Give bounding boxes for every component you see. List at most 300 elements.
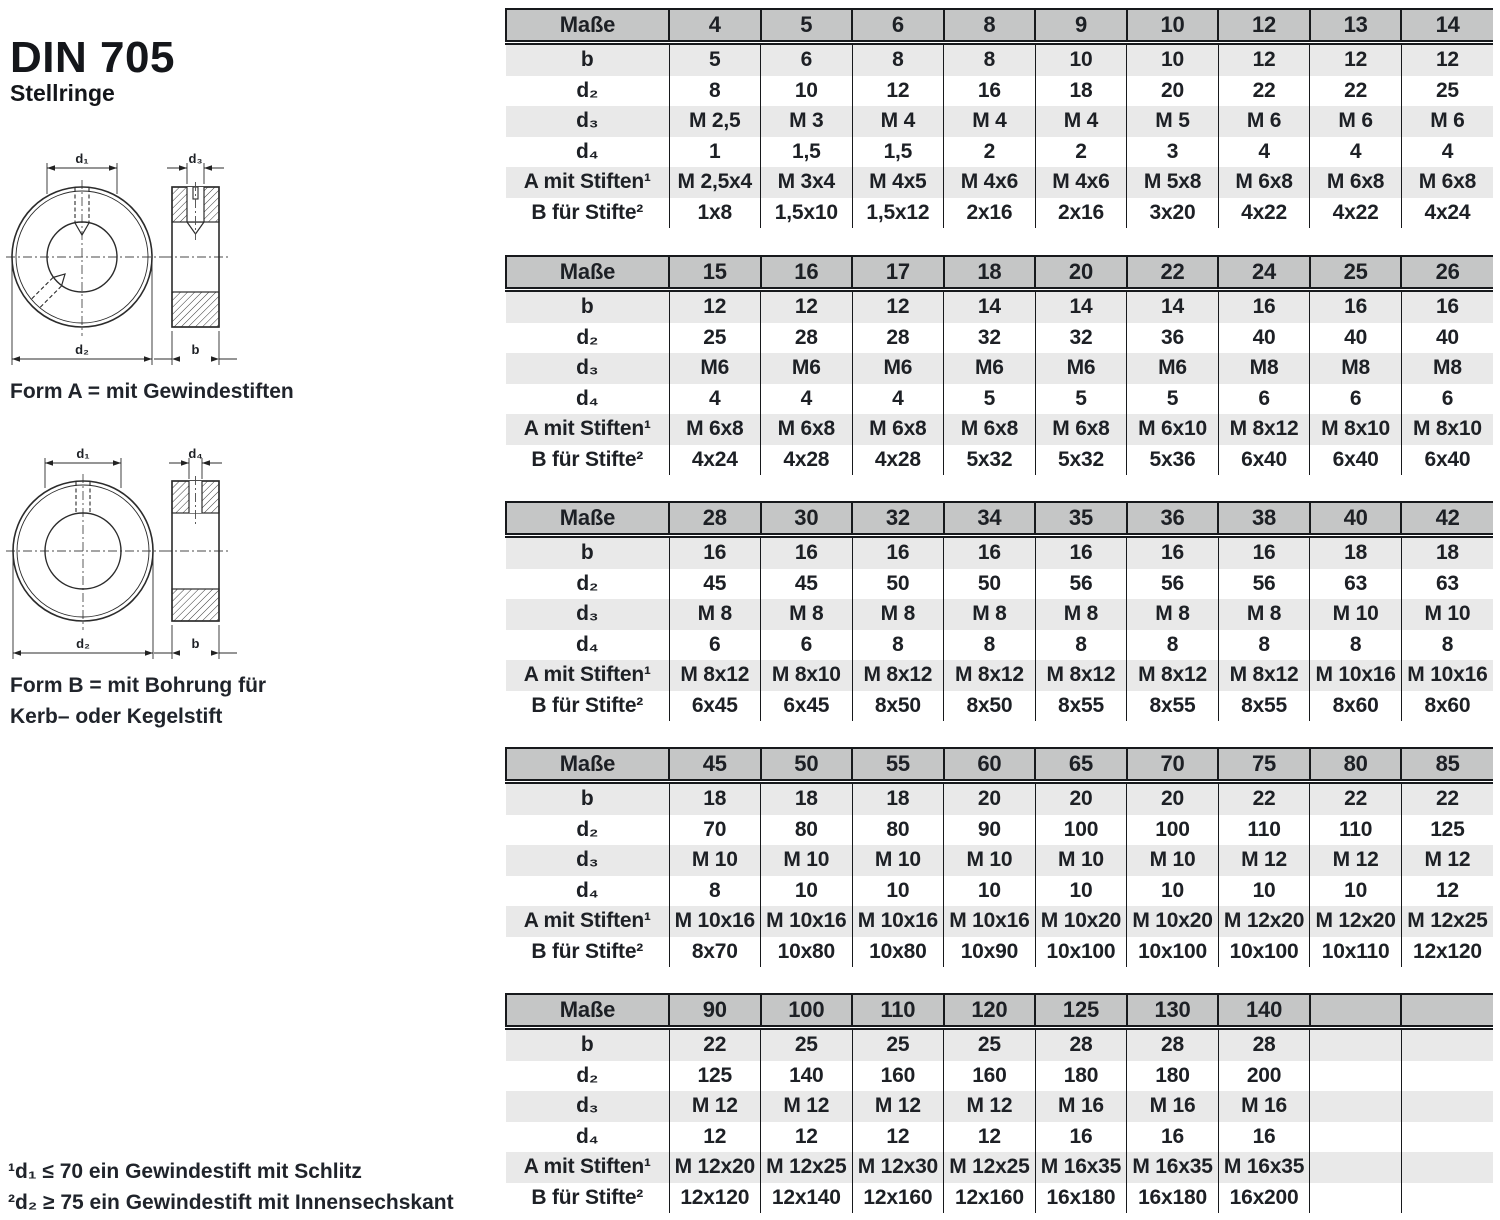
value-cell: M 8x12: [1035, 660, 1127, 691]
value-cell: 12: [1401, 876, 1493, 907]
value-cell: M8: [1401, 353, 1493, 384]
value-cell: M 8x10: [1401, 414, 1493, 445]
value-cell: 16: [944, 536, 1036, 569]
value-cell: 8: [852, 630, 944, 661]
value-cell: 10: [1218, 876, 1310, 907]
size-header-cell: 65: [1035, 748, 1127, 782]
table-row: [506, 1028, 1493, 1061]
size-header-cell: 125: [1035, 994, 1127, 1028]
value-cell: 8: [1218, 630, 1310, 661]
value-cell: 2x16: [1035, 198, 1127, 229]
d1-label: d₁: [76, 446, 90, 461]
size-header-cell: 5: [761, 9, 853, 43]
value-cell: M 12x20: [1310, 906, 1402, 937]
size-header-cell: 8: [944, 9, 1036, 43]
dimension-table-4: [505, 747, 1493, 967]
value-cell: M 8x10: [1310, 414, 1402, 445]
masse-header-cell: Maße: [506, 748, 669, 782]
value-cell: 12: [761, 1122, 853, 1153]
value-cell: [1310, 1183, 1402, 1214]
value-cell: 28: [1127, 1028, 1219, 1061]
size-header-cell: 90: [669, 994, 761, 1028]
value-cell: M 6x10: [1127, 414, 1219, 445]
value-cell: 6x45: [669, 691, 761, 722]
value-cell: 10: [944, 876, 1036, 907]
row-label-cell: B für Stifte²: [531, 939, 644, 963]
value-cell: M 16x35: [1035, 1152, 1127, 1183]
value-cell: 10x100: [1035, 937, 1127, 968]
value-cell: 4: [669, 384, 761, 415]
value-cell: M 8x12: [669, 660, 761, 691]
row-label-cell: b: [506, 43, 669, 76]
table-row: [506, 876, 1493, 907]
value-cell: 12: [944, 1122, 1036, 1153]
table-row: [506, 445, 1493, 476]
table-row: [506, 782, 1493, 815]
value-cell: 8: [669, 76, 761, 107]
size-header-cell: 36: [1127, 502, 1219, 536]
value-cell: 16: [1127, 1122, 1219, 1153]
value-cell: 70: [669, 815, 761, 846]
value-cell: 16: [944, 76, 1036, 107]
table-row: [506, 815, 1493, 846]
row-label-cell: d₄: [576, 139, 599, 163]
value-cell: M 4x5: [852, 167, 944, 198]
d3-label: d₃: [188, 151, 203, 166]
d2-label: d₂: [76, 636, 90, 651]
value-cell: 18: [669, 782, 761, 815]
value-cell: M 8: [1035, 599, 1127, 630]
value-cell: 6x40: [1310, 445, 1402, 476]
value-cell: 6x45: [761, 691, 853, 722]
row-label-cell: A mit Stiften¹: [506, 414, 669, 445]
value-cell: 6: [761, 43, 853, 76]
row-label-cell: d₃: [506, 845, 669, 876]
form-a-side-view: [154, 151, 237, 365]
value-cell: M 10x16: [1401, 660, 1493, 691]
value-cell: [1401, 1091, 1493, 1122]
value-cell: 16: [1035, 1122, 1127, 1153]
size-header-cell: 15: [669, 256, 761, 290]
value-cell: 8x55: [1035, 691, 1127, 722]
masse-header-cell: Maße: [506, 256, 669, 290]
value-cell: 10: [1310, 876, 1402, 907]
value-cell: 56: [1035, 569, 1127, 600]
row-label-cell: b: [506, 536, 669, 569]
table-row: [506, 1183, 1493, 1214]
d1-label: d₁: [75, 151, 89, 166]
value-cell: 10: [761, 76, 853, 107]
size-header-cell: 20: [1035, 256, 1127, 290]
table-row: [506, 1091, 1493, 1122]
value-cell: 36: [1127, 323, 1219, 354]
size-header-cell: 16: [761, 256, 853, 290]
value-cell: 40: [1401, 323, 1493, 354]
size-header-cell: 28: [669, 502, 761, 536]
value-cell: 10x100: [1218, 937, 1310, 968]
value-cell: M 12x20: [1218, 906, 1310, 937]
value-cell: 16: [669, 536, 761, 569]
value-cell: 16: [1035, 536, 1127, 569]
value-cell: 18: [1035, 76, 1127, 107]
page-subtitle: Stellringe: [10, 80, 115, 106]
value-cell: 110: [1218, 815, 1310, 846]
row-label-cell: b: [506, 782, 669, 815]
value-cell: 80: [761, 815, 853, 846]
value-cell: 50: [944, 569, 1036, 600]
value-cell: 32: [1035, 323, 1127, 354]
value-cell: M 8x12: [1127, 660, 1219, 691]
value-cell: 5: [1127, 384, 1219, 415]
value-cell: 12x160: [852, 1183, 944, 1214]
value-cell: 20: [1127, 76, 1219, 107]
form-b-side-view: [154, 446, 237, 659]
table-row: [506, 384, 1493, 415]
value-cell: 22: [1401, 782, 1493, 815]
value-cell: 8: [944, 43, 1036, 76]
value-cell: 5x36: [1127, 445, 1219, 476]
value-cell: 12x140: [761, 1183, 853, 1214]
value-cell: M 8: [944, 599, 1036, 630]
d4-label: d₄: [188, 446, 203, 461]
value-cell: 110: [1310, 815, 1402, 846]
row-label-cell: d₂: [576, 817, 599, 841]
value-cell: 16: [1218, 536, 1310, 569]
value-cell: 10: [1035, 876, 1127, 907]
value-cell: M 4: [1035, 106, 1127, 137]
value-cell: [1401, 1122, 1493, 1153]
value-cell: 1,5: [761, 137, 853, 168]
table-row: [506, 43, 1493, 76]
size-header-cell: 26: [1401, 256, 1493, 290]
size-header-cell: 70: [1127, 748, 1219, 782]
value-cell: 10x80: [852, 937, 944, 968]
value-cell: M 12x25: [944, 1152, 1036, 1183]
row-label-cell: d₃: [506, 106, 669, 137]
size-header-cell: 14: [1401, 9, 1493, 43]
value-cell: M 4x6: [1035, 167, 1127, 198]
value-cell: 180: [1035, 1061, 1127, 1092]
value-cell: 25: [761, 1028, 853, 1061]
size-header-cell: 34: [944, 502, 1036, 536]
value-cell: [1401, 1183, 1493, 1214]
size-header-cell: 4: [669, 9, 761, 43]
value-cell: M 10: [1035, 845, 1127, 876]
value-cell: 12: [1401, 43, 1493, 76]
value-cell: M 16: [1127, 1091, 1219, 1122]
value-cell: M 16x35: [1127, 1152, 1219, 1183]
size-header-cell: 13: [1310, 9, 1402, 43]
row-label-cell: d₃: [506, 599, 669, 630]
size-header-cell: 17: [852, 256, 944, 290]
value-cell: 8x50: [852, 691, 944, 722]
value-cell: 16x200: [1218, 1183, 1310, 1214]
value-cell: 12x120: [669, 1183, 761, 1214]
size-header-cell: 55: [852, 748, 944, 782]
value-cell: 5: [1035, 384, 1127, 415]
value-cell: 16: [1218, 1122, 1310, 1153]
size-header-cell: [1310, 994, 1402, 1028]
value-cell: M8: [1310, 353, 1402, 384]
value-cell: M 10: [1401, 599, 1493, 630]
value-cell: 12: [1218, 43, 1310, 76]
value-cell: 28: [761, 323, 853, 354]
size-header-cell: 9: [1035, 9, 1127, 43]
value-cell: 45: [669, 569, 761, 600]
value-cell: 4: [1218, 137, 1310, 168]
value-cell: M8: [1218, 353, 1310, 384]
value-cell: M 10x16: [852, 906, 944, 937]
value-cell: M 12x20: [669, 1152, 761, 1183]
value-cell: 25: [669, 323, 761, 354]
value-cell: 4x28: [761, 445, 853, 476]
value-cell: M6: [1035, 353, 1127, 384]
value-cell: 20: [1035, 782, 1127, 815]
value-cell: M6: [1127, 353, 1219, 384]
value-cell: M 10: [761, 845, 853, 876]
row-label-cell: B für Stifte²: [531, 693, 644, 717]
value-cell: 50: [852, 569, 944, 600]
value-cell: 5x32: [1035, 445, 1127, 476]
value-cell: M 8x12: [1218, 660, 1310, 691]
row-label-cell: B für Stifte²: [531, 200, 644, 224]
value-cell: 12: [1310, 43, 1402, 76]
value-cell: M 6x8: [669, 414, 761, 445]
row-label-cell: d₄: [576, 632, 599, 656]
row-label-cell: B für Stifte²: [531, 447, 644, 471]
value-cell: 14: [1035, 290, 1127, 323]
value-cell: M 5: [1127, 106, 1219, 137]
value-cell: M 4: [944, 106, 1036, 137]
value-cell: 22: [1310, 782, 1402, 815]
value-cell: M 6x8: [761, 414, 853, 445]
value-cell: 4: [1310, 137, 1402, 168]
footnotes: [8, 1156, 454, 1218]
value-cell: 16: [1218, 290, 1310, 323]
value-cell: 200: [1218, 1061, 1310, 1092]
value-cell: M 6x8: [1035, 414, 1127, 445]
size-header-cell: [1401, 994, 1493, 1028]
value-cell: M 4x6: [944, 167, 1036, 198]
value-cell: M 16: [1035, 1091, 1127, 1122]
value-cell: M 10x16: [944, 906, 1036, 937]
value-cell: 140: [761, 1061, 853, 1092]
value-cell: 16: [761, 536, 853, 569]
figure-form-a-caption: Form A = mit Gewindestiften: [10, 380, 294, 403]
value-cell: 22: [1218, 76, 1310, 107]
value-cell: 18: [1310, 536, 1402, 569]
value-cell: M 8x10: [761, 660, 853, 691]
row-label-cell: d₃: [506, 1091, 669, 1122]
value-cell: M 6x8: [852, 414, 944, 445]
value-cell: 8: [669, 876, 761, 907]
b-label: b: [191, 636, 200, 651]
value-cell: 20: [1127, 782, 1219, 815]
table-row: [506, 569, 1493, 600]
value-cell: 40: [1310, 323, 1402, 354]
table-row: [506, 1061, 1493, 1092]
value-cell: 2: [944, 137, 1036, 168]
value-cell: 32: [944, 323, 1036, 354]
value-cell: M 8x12: [944, 660, 1036, 691]
table-row: [506, 1122, 1493, 1153]
form-b-drawing: [2, 446, 252, 671]
figure-form-b: [2, 446, 252, 671]
value-cell: 56: [1127, 569, 1219, 600]
row-label-cell: A mit Stiften¹: [506, 1152, 669, 1183]
value-cell: M 12: [669, 1091, 761, 1122]
value-cell: 12: [669, 1122, 761, 1153]
row-label-cell: d₂: [576, 1063, 599, 1087]
value-cell: M 12: [1401, 845, 1493, 876]
value-cell: M 6x8: [1310, 167, 1402, 198]
row-label-cell: d₄: [576, 1124, 599, 1148]
value-cell: 25: [944, 1028, 1036, 1061]
value-cell: M 16: [1218, 1091, 1310, 1122]
value-cell: 6: [669, 630, 761, 661]
value-cell: [1310, 1152, 1402, 1183]
d2-label: d₂: [75, 342, 89, 357]
value-cell: M 8: [761, 599, 853, 630]
value-cell: M 16x35: [1218, 1152, 1310, 1183]
value-cell: 4x24: [1401, 198, 1493, 229]
value-cell: 8x55: [1127, 691, 1219, 722]
size-header-cell: 22: [1127, 256, 1219, 290]
size-header-cell: 60: [944, 748, 1036, 782]
value-cell: 80: [852, 815, 944, 846]
value-cell: M 10x16: [761, 906, 853, 937]
value-cell: 180: [1127, 1061, 1219, 1092]
value-cell: M 2,5x4: [669, 167, 761, 198]
value-cell: 1x8: [669, 198, 761, 229]
value-cell: M 10x16: [669, 906, 761, 937]
footnote-2: ²d₂ ≥ 75 ein Gewindestift mit Innensechskant: [8, 1191, 454, 1214]
value-cell: 18: [761, 782, 853, 815]
value-cell: M 8x12: [852, 660, 944, 691]
value-cell: 18: [852, 782, 944, 815]
value-cell: 28: [852, 323, 944, 354]
value-cell: 16x180: [1035, 1183, 1127, 1214]
value-cell: 12: [852, 1122, 944, 1153]
value-cell: 8x60: [1310, 691, 1402, 722]
value-cell: 14: [1127, 290, 1219, 323]
dimension-table-5: [505, 993, 1493, 1213]
value-cell: 100: [1127, 815, 1219, 846]
value-cell: 10: [852, 876, 944, 907]
value-cell: 1,5x12: [852, 198, 944, 229]
table-row: [506, 290, 1493, 323]
table-row: [506, 630, 1493, 661]
dimension-table-2: [505, 255, 1493, 475]
value-cell: 12: [669, 290, 761, 323]
value-cell: 5x32: [944, 445, 1036, 476]
value-cell: 28: [1035, 1028, 1127, 1061]
value-cell: M 12x30: [852, 1152, 944, 1183]
value-cell: 10: [761, 876, 853, 907]
page-title: DIN 705: [10, 33, 175, 83]
form-b-d4-dimension: [169, 446, 222, 479]
masse-header-cell: Maße: [506, 9, 669, 43]
value-cell: M 12: [1218, 845, 1310, 876]
value-cell: 2x16: [944, 198, 1036, 229]
table-row: [506, 414, 1493, 445]
value-cell: M6: [669, 353, 761, 384]
size-header-cell: 38: [1218, 502, 1310, 536]
value-cell: 22: [669, 1028, 761, 1061]
value-cell: M 8: [1218, 599, 1310, 630]
size-header-cell: 45: [669, 748, 761, 782]
value-cell: M 10: [1310, 599, 1402, 630]
value-cell: 16x180: [1127, 1183, 1219, 1214]
row-label-cell: b: [506, 290, 669, 323]
value-cell: 1,5: [852, 137, 944, 168]
value-cell: [1310, 1091, 1402, 1122]
value-cell: 90: [944, 815, 1036, 846]
value-cell: 8: [1401, 630, 1493, 661]
value-cell: 16: [1127, 536, 1219, 569]
value-cell: M 8: [1127, 599, 1219, 630]
value-cell: 6: [1218, 384, 1310, 415]
size-header-cell: 40: [1310, 502, 1402, 536]
value-cell: M 6: [1310, 106, 1402, 137]
value-cell: 4: [852, 384, 944, 415]
value-cell: 4x22: [1218, 198, 1310, 229]
value-cell: 125: [669, 1061, 761, 1092]
value-cell: 25: [1401, 76, 1493, 107]
size-header-cell: 100: [761, 994, 853, 1028]
value-cell: 6: [761, 630, 853, 661]
value-cell: 16: [1310, 290, 1402, 323]
value-cell: M 10: [669, 845, 761, 876]
value-cell: 8x60: [1401, 691, 1493, 722]
masse-header-cell: Maße: [506, 994, 669, 1028]
value-cell: 5: [669, 43, 761, 76]
row-label-cell: b: [506, 1028, 669, 1061]
value-cell: 6x40: [1218, 445, 1310, 476]
value-cell: M 10x20: [1035, 906, 1127, 937]
table-row: [506, 76, 1493, 107]
size-header-cell: 32: [852, 502, 944, 536]
value-cell: [1401, 1028, 1493, 1061]
row-label-cell: d₄: [576, 878, 599, 902]
value-cell: M 12x25: [1401, 906, 1493, 937]
value-cell: M 3: [761, 106, 853, 137]
value-cell: M 10: [944, 845, 1036, 876]
size-header-cell: 10: [1127, 9, 1219, 43]
table-row: [506, 198, 1493, 229]
size-header-cell: 50: [761, 748, 853, 782]
form-a-b-dimension: [154, 331, 237, 365]
value-cell: 40: [1218, 323, 1310, 354]
value-cell: [1401, 1152, 1493, 1183]
value-cell: M 3x4: [761, 167, 853, 198]
table-row: [506, 845, 1493, 876]
row-label-cell: d₄: [576, 386, 599, 410]
value-cell: M 6: [1401, 106, 1493, 137]
value-cell: 8: [944, 630, 1036, 661]
value-cell: 3x20: [1127, 198, 1219, 229]
form-b-front-view: [6, 446, 166, 659]
value-cell: 10: [1127, 876, 1219, 907]
size-header-cell: 6: [852, 9, 944, 43]
value-cell: 8: [852, 43, 944, 76]
value-cell: 8: [1127, 630, 1219, 661]
value-cell: 8x70: [669, 937, 761, 968]
value-cell: 2: [1035, 137, 1127, 168]
value-cell: 25: [852, 1028, 944, 1061]
value-cell: 6: [1310, 384, 1402, 415]
form-b-b-dimension: [154, 625, 237, 659]
